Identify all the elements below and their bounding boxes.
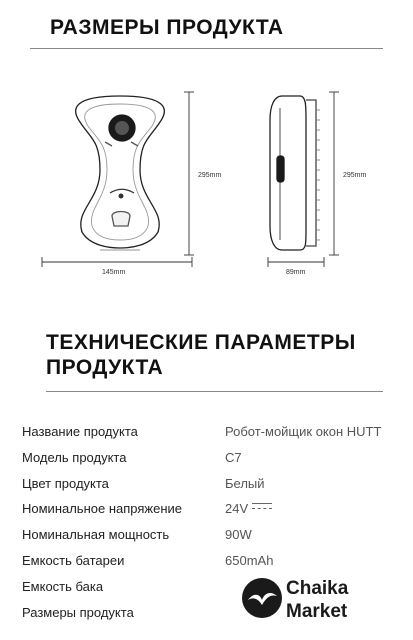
spec-label: Название продукта xyxy=(22,424,138,439)
spec-row-name xyxy=(22,424,402,450)
chaika-market-logo xyxy=(240,574,405,630)
spec-label: Размеры продукта xyxy=(22,604,134,620)
spec-label: Цвет продукта xyxy=(22,475,109,491)
spec-label: Модель продукта xyxy=(22,449,127,465)
spec-value: 90W xyxy=(225,527,252,543)
front-width-dimension xyxy=(42,257,192,267)
side-depth-label: 89mm xyxy=(286,269,306,276)
front-height-label: 295mm xyxy=(198,172,222,179)
spec-label: Номинальная мощность xyxy=(22,527,170,543)
logo-text xyxy=(286,577,348,623)
side-depth-dimension xyxy=(268,257,324,267)
logo-line2: Market xyxy=(286,601,348,622)
title-divider xyxy=(30,48,383,49)
specs-title-line1: ТЕХНИЧЕСКИЕ ПАРАМЕТРЫ xyxy=(46,331,356,354)
front-width-label: 145mm xyxy=(102,269,126,276)
spec-row-power xyxy=(22,527,402,553)
spec-label: Номинальное напряжение xyxy=(22,501,183,517)
robot-side-view xyxy=(270,96,320,250)
logo-line1: Chaika xyxy=(286,578,349,599)
spec-value-voltage xyxy=(225,501,272,516)
side-height-label: 295mm xyxy=(343,172,367,179)
spec-row-model xyxy=(22,450,402,476)
spec-value: 650mAh xyxy=(225,552,274,568)
spec-value: Белый xyxy=(225,475,265,491)
spec-row-color xyxy=(22,476,402,502)
spec-label: Емкость батареи xyxy=(22,552,125,568)
dimensions-diagram xyxy=(0,60,413,290)
side-height-dimension xyxy=(329,92,339,255)
front-height-dimension xyxy=(184,92,194,255)
spec-value: C7 xyxy=(225,449,242,465)
specs-title xyxy=(46,330,356,380)
specs-title-line2: ПРОДУКТА xyxy=(46,356,164,379)
spec-label: Емкость бака xyxy=(22,578,104,594)
robot-front-view xyxy=(76,96,165,250)
spec-value: Робот-мойщик окон HUTT xyxy=(225,424,382,439)
spec-row-voltage xyxy=(22,501,402,527)
seagull-icon xyxy=(240,576,284,620)
dimensions-title: РАЗМЕРЫ ПРОДУКТА xyxy=(50,16,284,39)
specs-divider xyxy=(46,391,383,392)
dc-current-icon xyxy=(252,503,272,511)
spec-value: 24V xyxy=(225,501,249,517)
